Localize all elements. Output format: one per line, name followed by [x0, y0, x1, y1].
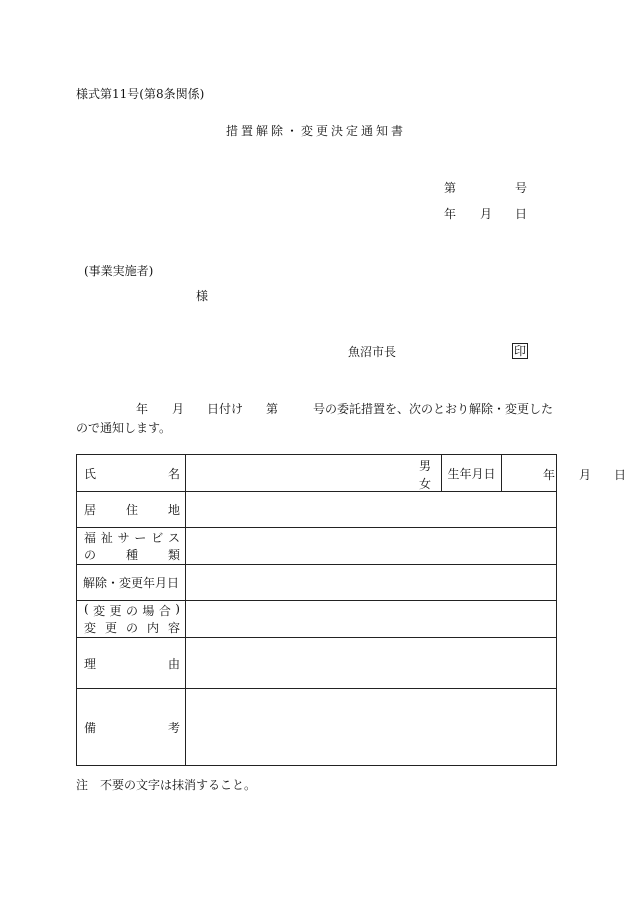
body-rest: 号の委託措置を、次のとおり解除・変更した — [313, 402, 554, 416]
reason-value-cell — [186, 638, 557, 689]
sender-name: 魚沼市長 — [348, 345, 397, 359]
birth-day: 日 — [614, 468, 627, 482]
date-day: 日 — [515, 207, 528, 221]
addressee-honorific: 様 — [196, 289, 209, 303]
table-row — [77, 638, 557, 689]
label-cell — [77, 601, 186, 638]
seal-mark — [512, 342, 528, 359]
label-change-line2: 変 更 の 内 容 — [84, 621, 180, 635]
details-table — [76, 454, 627, 766]
table-row — [77, 455, 557, 492]
label-female: 女 — [418, 477, 431, 491]
label-birthdate: 生年月日 — [442, 455, 502, 492]
label-cell — [77, 565, 186, 601]
name-value-cell — [186, 455, 442, 492]
label-address: 居 住 地 — [84, 503, 180, 517]
label-change-line1: ( 変 更 の 場 合 ) — [84, 602, 180, 618]
label-male: 男 — [418, 459, 431, 473]
table-row — [77, 565, 557, 601]
table-row — [77, 601, 557, 638]
label-service-line2: の 種 類 — [84, 548, 180, 562]
body-dated: 日付け — [207, 402, 244, 416]
form-number: 様式第11号(第8条関係) — [76, 87, 205, 101]
birth-year: 年 — [543, 468, 556, 482]
table-row — [77, 492, 557, 528]
reference-go: 号 — [515, 181, 528, 195]
table-row — [77, 528, 557, 565]
address-value-cell — [186, 492, 557, 528]
table-row — [77, 689, 557, 766]
label-cell — [77, 528, 186, 565]
service-value-cell — [186, 528, 557, 565]
label-cell — [77, 455, 186, 492]
label-remarks: 備 考 — [84, 720, 180, 735]
body-line2: ので通知します。 — [76, 421, 172, 435]
seal-text: 印 — [514, 344, 527, 358]
footnote: 注 不要の文字は抹消すること。 — [76, 778, 257, 792]
label-cancel-date: 解除・変更年月日 — [83, 576, 180, 590]
reference-dai: 第 — [444, 181, 457, 195]
label-cell — [77, 689, 186, 766]
label-reason: 理 由 — [84, 656, 180, 671]
label-cell — [77, 638, 186, 689]
cancel-date-value-cell — [186, 565, 557, 601]
body-year: 年 — [136, 402, 149, 416]
label-cell — [77, 492, 186, 528]
remarks-value-cell — [186, 689, 557, 766]
change-value-cell — [186, 601, 557, 638]
label-name: 氏 名 — [84, 466, 180, 481]
body-month: 月 — [172, 402, 185, 416]
date-month: 月 — [480, 207, 493, 221]
birthdate-value-cell — [502, 455, 627, 492]
date-year: 年 — [444, 207, 457, 221]
label-service-line1: 福 祉 サ ー ビ ス — [84, 531, 180, 545]
body-dai: 第 — [266, 402, 279, 416]
document-title: 措置解除・変更決定通知書 — [226, 124, 407, 138]
birth-month: 月 — [579, 468, 592, 482]
addressee-label: (事業実施者) — [84, 264, 154, 278]
